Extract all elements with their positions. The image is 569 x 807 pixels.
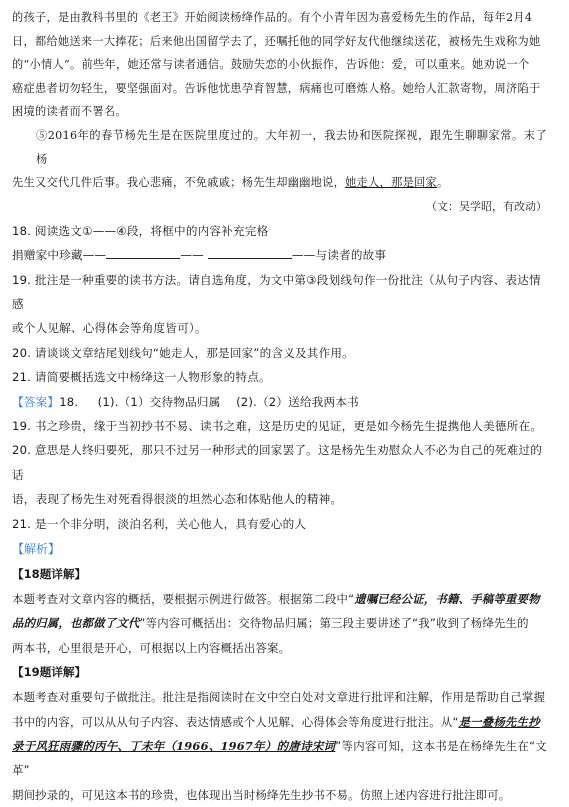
passage-line: 的“小情人”。前些年，她还常与读者通信。鼓励失恋的小伙振作，告诉他：爱，可以重来。她劝说一个 — [12, 58, 530, 72]
analysis-title: 【解析】 — [12, 542, 61, 557]
analysis-19-line — [12, 710, 547, 734]
passage-line: 困境的读者而不署名。 — [12, 105, 127, 119]
blank-lead: 捐赠家中珍藏—— — [12, 248, 107, 263]
analysis-text: ”等内容可概括出：交待物品归属；第三段主要讲述了“我”收到了杨绛先生的 — [139, 616, 529, 631]
quoted-text: 是一叠杨先生抄 — [458, 714, 540, 729]
passage-text: 先生又交代几件后事。我心悲痛，不免戚戚；杨先生却幽幽地说， — [12, 176, 346, 190]
passage-line: 癌症患者切勿轻生，要坚强面对。告诉他忧患孕育智慧，病痛也可磨炼人格。她给人汇款寄物，周济陷于 — [12, 81, 541, 95]
analysis-text: ”等内容可知，这本书是在杨绛先生在“文革” — [12, 739, 548, 778]
underlined-sentence: 她走人，那是回家 — [345, 176, 438, 190]
analysis-18-line: 两本书，心里很是开心，可根据以上内容概括出答案。 — [12, 640, 291, 655]
question-20: 20. 请谈谈文章结尾划线句“她走人，那是回家”的含义及其作用。 — [12, 345, 354, 360]
passage-text: 。 — [437, 176, 449, 190]
answer-18-part1: (1).（1）交待物品归属 — [97, 394, 221, 409]
analysis-18-line — [12, 587, 547, 611]
analysis — [12, 536, 547, 807]
analysis-19-line — [12, 734, 547, 783]
question-21: 21. 请简要概括选文中杨绛这一人物形象的特点。 — [12, 370, 271, 385]
passage-line: 的孩子，是由教科书里的《老王》开始阅读杨绛作品的。有个小青年因为喜爱杨先生的作品，每年2月4 — [12, 11, 533, 24]
passage-source: （文：吴学昭，有改动） — [426, 199, 547, 213]
passage-line — [12, 171, 547, 195]
answers — [12, 390, 547, 536]
analysis-19-line: 期间抄录的，可见这本书的珍贵，也体现出当时杨绛先生抄书不易。仿照上述内容进行批注即可。 — [12, 787, 511, 802]
question-18: 18. 阅读选文①——④段，将框中的内容补充完格 — [12, 223, 269, 238]
analysis-18-heading: 【18题详解】 — [12, 567, 87, 582]
analysis-text: 书中的内容，可以从从句子内容、表达情感或个人见解、心得体会等角度进行批注。从“ — [12, 714, 459, 729]
analysis-19-heading: 【19题详解】 — [12, 665, 87, 680]
answer-blank-1[interactable] — [106, 245, 180, 259]
analysis-19-line: 本题考查对重要句子做批注。批注是指阅读时在文中空白处对文章进行批评和注解，作用是帮助自己掌握 — [12, 690, 546, 705]
answer-19: 19. 书之珍贵，缘于当初抄书不易、读书之难，这是历史的见证，更是如今杨先生提携他人美德所在。 — [12, 419, 543, 433]
analysis-18-line — [12, 611, 547, 635]
passage — [12, 6, 547, 219]
answer-18-part2: (2).（2）送给我两本书 — [236, 394, 359, 409]
answer-21: 21. 是一个非分明，淡泊名利，关心他人，具有爱心的人 — [12, 516, 307, 531]
answer-18-num: 18. — [59, 394, 79, 409]
question-19: 19. 批注是一种重要的读书方法。请自选角度，为文中第③段划线句作一份批注（从句子内容、表达情感 — [12, 272, 541, 311]
blank-tail: ——与读者的故事 — [291, 248, 387, 263]
analysis-text: 本题考查对文章内容的概括，要根据示例进行做答。根据第二段中“ — [12, 592, 355, 607]
passage-line: ⑤2016年的春节杨先生是在医院里度过的。大年初一，我去协和医院探视，跟先生聊聊家常。末了杨 — [36, 128, 547, 166]
answer-20: 20. 意思是人终归要死，那只不过另一种形式的回家罢了。这是杨先生劝慰众人不必为自己的死难过的话 — [12, 443, 543, 482]
passage-line: 日，都给她送来一大捧花；后来他出国留学去了，还嘱托他的同学好友代他继续送花，被杨先生戏称为她 — [12, 34, 541, 48]
quoted-text: 遗嘱已经公证，书籍、手稿等重要物 — [354, 592, 540, 607]
question-18-blanks — [12, 243, 547, 267]
quoted-text: 录于风狂雨骤的丙午、丁未年（1966、1967年）的唐诗宋词 — [12, 739, 336, 754]
blank-sep: —— — [180, 248, 204, 263]
answer-18 — [12, 390, 547, 414]
answer-tag: 【答案】 — [12, 394, 60, 409]
answer-blank-2[interactable] — [208, 245, 292, 259]
quoted-text: 品的归属，也都做了文代 — [12, 616, 140, 631]
questions — [12, 219, 547, 390]
answer-20-cont: 语，表现了杨先生对死看得很淡的坦然心态和体贴他人的精神。 — [12, 492, 343, 507]
question-19-cont: 或个人见解、心得体会等角度皆可）。 — [12, 321, 207, 336]
